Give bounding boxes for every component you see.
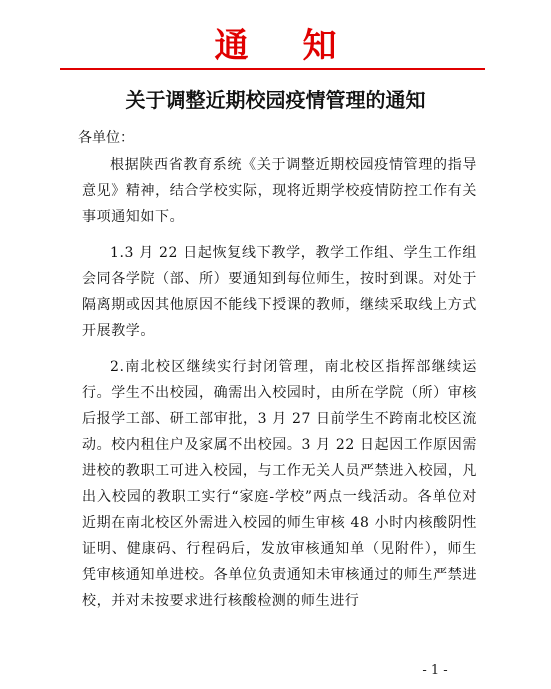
notice-header <box>0 26 551 66</box>
document-body <box>82 152 477 624</box>
header-divider <box>60 68 485 70</box>
salutation: 各单位： <box>78 130 134 146</box>
paragraph-item-1: 1.3 月 22 日起恢复线下教学，教学工作组、学生工作组会同各学院（部、所）要通知到每位师生，按时到课。对处于隔离期或因其他原因不能线下授课的教师，继续采取线上方式开展教学。 <box>82 245 477 339</box>
page-number: - 1 - <box>422 663 448 678</box>
notice-header-char-2: 知 <box>302 26 337 66</box>
paragraph-item-2: 2.南北校区继续实行封闭管理，南北校区指挥部继续运行。学生不出校园，确需出入校园时，由所在学院（所）审核后报学工部、研工部审批，3 月 27 日前学生不跨南北校区流动。校内租住户及家属不出校园。3 月 22 日起因工作原因需进校的教职工可进入校园，与工作无关人员严禁进入校园，凡出入校园的教职工实行“家庭-学校”两点一线活动。各单位对近期在南北校区外需进入校园的师生审核 48 小时内核酸阴性证明、健康码、行程码后，发放审核通知单（见附件），师生凭审核通知单进校。各单位负责通知未审核通过的师生严禁进校，并对未按要求进行核酸检测的师生进行 <box>82 359 477 609</box>
paragraph-intro: 根据陕西省教育系统《关于调整近期校园疫情管理的指导意见》精神，结合学校实际，现将近期学校疫情防控工作有关事项通知如下。 <box>82 157 477 225</box>
document-title: 关于调整近期校园疫情管理的通知 <box>125 88 426 112</box>
notice-header-char-1: 通 <box>214 26 249 66</box>
